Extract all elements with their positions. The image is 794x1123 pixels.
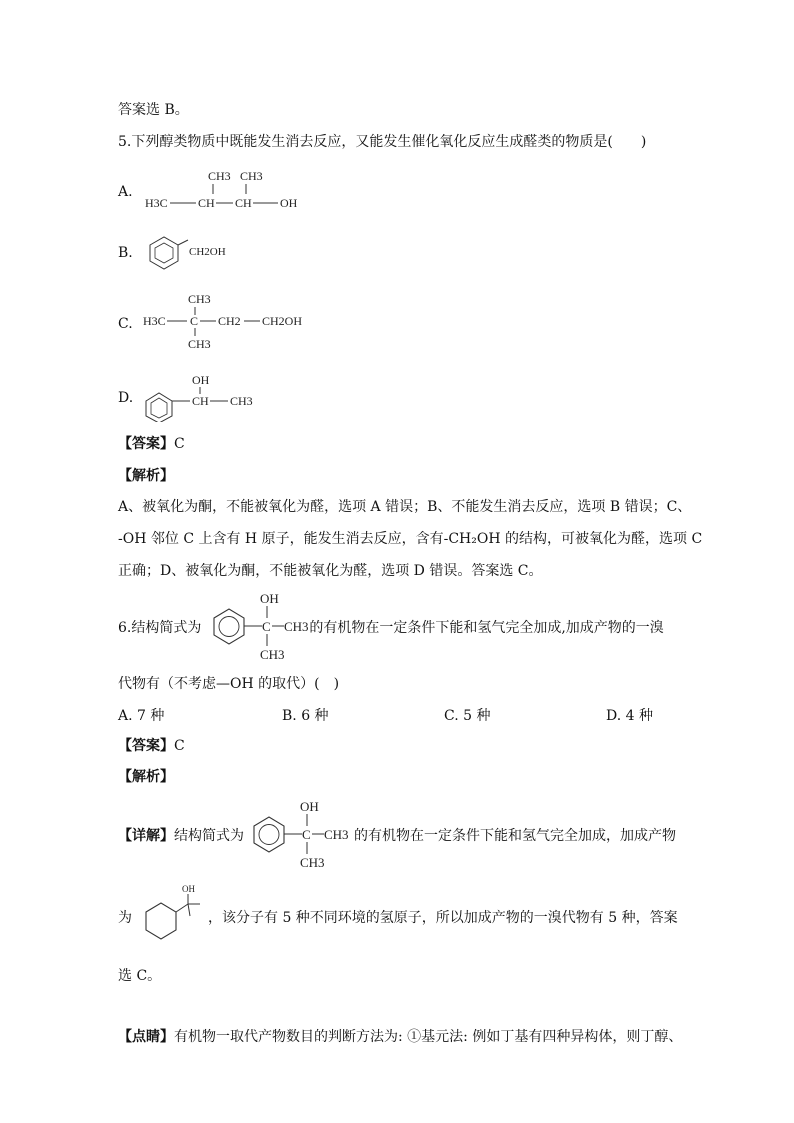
option-b-label: B. (118, 245, 133, 261)
q6-choice-c: C. 5 种 (444, 708, 491, 724)
q5-analysis-line-1: A、被氧化为酮，不能被氧化为醛，选项 A 错误；B、不能发生消去反应，选项 B 错误；C、 (118, 499, 692, 515)
q6-stem-post: 的有机物在一定条件下能和氢气完全加成,加成产物的一溴 (309, 620, 664, 636)
q6-product-pre: 为 (118, 910, 132, 926)
struct-a-ch-1: CH (198, 196, 215, 210)
option-a-label: A. (118, 184, 133, 200)
q6-choice-d: D. 4 种 (606, 708, 653, 724)
struct-a-ch3-1: CH3 (208, 169, 231, 183)
question-6-stem-line-2: 代物有（不考虑—OH 的取代）( ) (118, 676, 340, 692)
question-6-stem-line-1 (118, 618, 664, 638)
struct-a-ch-2: CH (235, 196, 252, 210)
q5-analysis-line-3: 正确；D、被氧化为酮，不能被氧化为醛，选项 D 错误。答案选 C。 (118, 563, 543, 579)
q6-struct-ch3-right: CH3 (284, 619, 309, 634)
q6-comment (118, 1027, 682, 1047)
previous-answer-line: 答案选 B。 (118, 102, 189, 118)
q6-detail-struct-ch3-right: CH3 (324, 827, 349, 842)
q5-answer-value: C (174, 436, 185, 452)
q6-answer (118, 736, 185, 756)
q6-analysis-tag: 【解析】 (118, 769, 174, 785)
struct-c-ch3-top: CH3 (188, 292, 211, 306)
q6-detail-tag: 【详解】 (118, 828, 174, 844)
struct-b-ch2oh: CH2OH (189, 246, 226, 258)
q5-analysis-line-2: -OH 邻位 C 上含有 H 原子，能发生消去反应，含有-CH₂OH 的结构，可被氧化为醛，选项 C (118, 531, 703, 547)
q6-struct-ch3-bottom: CH3 (260, 647, 285, 662)
q6-choice-b: B. 6 种 (282, 708, 329, 724)
struct-c-ch2oh: CH2OH (262, 314, 303, 328)
q6-product-structure (138, 882, 218, 952)
q6-detail-line (118, 826, 676, 846)
struct-c-h3c: H3C (143, 314, 166, 328)
struct-d-oh: OH (192, 373, 210, 387)
q6-choice-a: A. 7 种 (118, 708, 165, 724)
q6-tail: 选 C。 (118, 968, 162, 984)
q5-answer-tag: 【答案】 (118, 436, 174, 452)
q6-comment-text: 有机物一取代产物数目的判断方法为: ①基元法: 例如丁基有四种异构体，则丁醇、 (174, 1029, 683, 1045)
q6-stem-pre: 6.结构简式为 (118, 620, 202, 636)
struct-c-ch2: CH2 (218, 314, 241, 328)
structure-a (140, 164, 330, 214)
q6-detail-pre: 结构简式为 (174, 828, 244, 844)
option-d-label: D. (118, 390, 134, 406)
q6-answer-value: C (174, 738, 185, 754)
q6-struct-c: C (262, 619, 271, 634)
q6-product-oh: OH (182, 884, 195, 894)
structure-b (142, 236, 262, 270)
struct-a-h3c: H3C (145, 196, 168, 210)
struct-a-ch3-2: CH3 (240, 169, 263, 183)
q6-comment-tag: 【点睛】 (118, 1029, 174, 1045)
q5-answer (118, 434, 185, 454)
struct-c-c: C (190, 314, 199, 328)
q6-structure (204, 588, 316, 664)
q5-analysis-tag: 【解析】 (118, 468, 174, 484)
q6-detail-post: 的有机物在一定条件下能和氢气完全加成，加成产物 (354, 828, 676, 844)
q6-answer-tag: 【答案】 (118, 738, 174, 754)
question-5-stem: 5.下列醇类物质中既能发生消去反应，又能发生催化氧化反应生成醛类的物质是( ) (118, 134, 647, 150)
struct-d-ch3: CH3 (230, 394, 253, 408)
structure-d (142, 372, 272, 422)
structure-c (140, 288, 340, 352)
struct-a-oh: OH (280, 196, 298, 210)
struct-d-ch: CH (192, 394, 209, 408)
q6-detail-struct-c: C (302, 827, 311, 842)
q6-detail-struct-ch3-bottom: CH3 (300, 855, 325, 870)
q6-struct-oh: OH (260, 591, 279, 606)
q6-detail-structure (244, 796, 356, 872)
struct-c-ch3-bottom: CH3 (188, 337, 211, 351)
option-c-label: C. (118, 316, 133, 332)
q6-detail-struct-oh: OH (300, 799, 319, 814)
q6-product-post: ，该分子有 5 种不同环境的氢原子，所以加成产物的一溴代物有 5 种，答案 (208, 910, 678, 926)
